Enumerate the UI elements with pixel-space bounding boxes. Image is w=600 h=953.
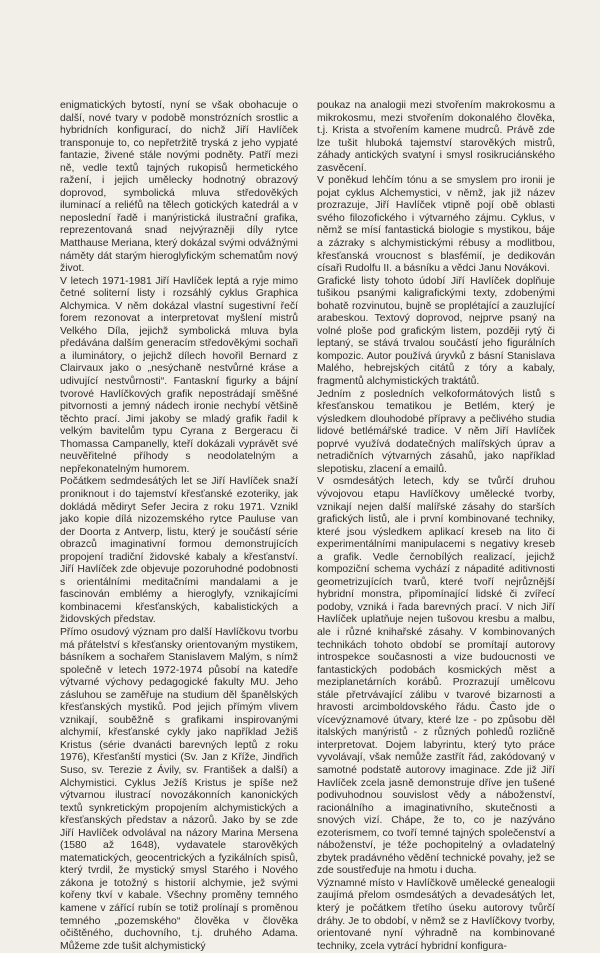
paragraph: Grafické listy tohoto údobí Jiří Havlíček doplňuje tušikou psanými kaligrafickými texty, zdobenými bohatě rozvinutou, bujně se proplétající a zauzlující arabeskou. Textový doprovod, nejprve psaný na volné ploše pod grafickým listem, později rytý či leptaný, se stává trvalou součástí jeho figurálních kompozic. Autor používá úryvků z básní Stanislava Malého, hebrejských citátů z tóry a kabaly, fragmentů alchymistických traktátů.	[317, 275, 555, 388]
paragraph: Přímo osudový význam pro další Havlíčkovu tvorbu má přátelství s křesťansky orientovaným mystikem, básníkem a sochařem Stanislavem Malým, s nímž společně v letech 1972-1974 působí na katedře výtvarné výchovy pedagogické fakulty MU. Jeho zásluhou se zaměřuje na studium děl španělských křesťanských mystiků. Pod jejich přímým vlivem vznikají, souběžně s grafikami inspirovanými alchymií, křesťanské cykly jako například Ježiš Kristus (série dvanácti barevných leptů z roku 1976), Křesťanští mystici (Sv. Jan z Kříže, Jindřich Suso, sv. Terezie z Ávily, sv. František a další) a Alchymistici. Cyklus Ježíš Kristus je spíše než výtvarnou ilustrací novozákonních kanonických textů synkretickým propojením alchymistických a křesťanských představ a názorů. Jako by se zde Jiří Havlíček odvolával na názory Marina Mersena (1580 až 1648), vydavatele starověkých matematických, geocentrických a fyzikálních spisů, který tvrdil, že mystický smysl Starého i Nového zákona je totožný s historií alchymie, jež svými kořeny tkví v kabale. Všechny proměny temného kamene v zářící rubín se totiž prolínají s proměnou temného „pozemského“ člověka v člověka očištěného, duchovního, t.j. druhého Adama. Můžeme zde tušit alchymistický	[60, 626, 298, 952]
text-column-left	[60, 100, 298, 953]
paragraph: V osmdesátých letech, kdy se tvůrčí druhou vývojovou etapu Havlíčkovy umělecké tvorby, vznikají nejen další malířské zásahy do starších grafických listů, ale i první kombinované techniky, které jsou výsledkem aplikací kreseb na lito či experimentálními manipulacemi s negativy kreseb a grafik. Vedle černobílých realizací, jejichž kompoziční schema vychází z nápadité aditivnosti geometrizujících tvarů, které tvoří nejrůznější hybridní monstra, připomínající lidské či zvířecí podoby, vzniká i řada barevných prací. V nich Jiří Havlíček uplatňuje nejen tušovou kresbu a malbu, ale i různé knihařské zásahy. V kombinovaných technikách tohoto období se promítají autorovy introspekce současnosti a vize budoucnosti ve fantastických podobách kosmických měst a meziplanetárních korábů. Prozrazují umělcovu stále přetrvávající zálibu v tvarové bizarnosti a hravosti arcimboldovského řádu. Často jde o vícevýznamové útvary, které lze - po způsobu děl italských manýristů - z různých pohledů rozličně interpretovat. Dojem labyrintu, který tyto práce vyvolávají, však nemůže zastřít řád, zakódovaný v samotné podstatě autorovy imaginace. Zde již Jiří Havlíček zcela jasně demonstruje dříve jen tušené podivuhodnou souvislost vědy a náboženství, racionálního a imaginativního, skutečnosti a snových vizí. Chápe, že to, co je nazýváno ezoterismem, co tvoří temné tajných společenství a náboženství, je téže pochopitelný a ovladatelný zbytek pradávného vědění technické povahy, jež se zde soustřeďuje na hmotu i ducha.	[317, 476, 555, 877]
paragraph: enigmatických bytostí, nyní se však obohacuje o další, nové tvary v podobě monstrózních srostlic a hybridních konfigurací, do nichž Jiří Havlíček transponuje to, co nepřetržitě tryská z jeho vypjaté fantazie, živené stále novými podněty. Patří mezi ně, vedle textů tajných rukopisů hermetického ražení, i jejich umělecky hodnotný obrazový doprovod, symbolická mluva středověkých iluminací a reliéfů na tělech gotických katedrál a v neposlední řadě i manýristická ilustrační grafika, reprezentovaná snad nejvýrazněji díly rytce Matthause Meriana, který dokázal svými odvážnými náměty dát starým hieroglyfickým schematům nový život.	[60, 100, 298, 275]
paragraph: V letech 1971-1981 Jiří Havlíček leptá a ryje mimo četné soliterní listy i rozsáhlý cyklus Graphica Alchymica. V něm dokázal vlastní sugestivní řečí forem rezonovat a interpretovat myšlení mistrů Velkého Díla, jejichž symbolická mluva byla předávána dalším generacím středověkými sochaři a iluminátory, o jejichž dílech hovořil Bernard z Clairvaux jako o „nesýchaně nestvůrné kráse a udivující nestvůrnosti“. Fantaskní figurky a bájní tvorové Havlíčkových grafik nepostrádají směšné pitvornosti a jemný nádech ironie nechybí většině těchto prací. Jimi jakoby se mladý grafik řadil k velkým bavitelům typu Cyrana z Bergeracu či Thomassa Campanelly, kteří dokázali vyprávět své neuvěřitelné příhody s neodolatelným a nepřekonatelným humorem.	[60, 275, 298, 475]
paragraph: poukaz na analogii mezi stvořením makrokosmu a mikrokosmu, mezi stvořením dokonalého člověka, t.j. Krista a stvořením kamene mudrců. Právě zde lze tušit hluboká tajemství starověkých mistrů, záhady antických svatyní i smysl rosikruciánského zasvěcení.	[317, 100, 555, 174]
paragraph: Jedním z posledních velkoformátových listů s křesťanskou tematikou je Betlém, který je výsledkem dlouhodobé přípravy a pečlivého studia lidové betlémářské tradice. V něm Jiří Havlíček poprvé využívá dodatečných malířských úprav a netradičních výtvarných zásahů, jako například slepotisku, zlacení a emailů.	[317, 388, 555, 475]
paragraph: Významné místo v Havlíčkově umělecké genealogii zaujímá přelom osmdesátých a devadesátých let, který je počátkem třetího úseku autorovy tvůrčí dráhy. Je to období, v němž se z Havlíčkovy tvorby, orientované nyní výhradně na kombinované techniky, zcela vytrácí hybridní konfigura-	[317, 877, 555, 952]
text-column-right	[317, 100, 555, 953]
paragraph: Počátkem sedmdesátých let se Jiří Havlíček snaží proniknout i do tajemství křesťanské ezoteriky, jak dokládá mědiryt Sefer Jecira z roku 1971. Vznikl jako kopie dílá nizozemského rytce Pauluse van der Doorta z Antverp, listu, který je součástí série obrazců imaginativní formou demonstrujících propojení tradiční židovské kabaly a křesťanství. Jiří Havlíček zde objevuje pozoruhodné podobnosti s orientálními meditačními mandalami a je fascinován emblémy a hieroglyfy, vznikajícími kombinacemi křesťanských, kabalistických a židovských představ.	[60, 476, 298, 626]
paragraph: V poněkud lehčím tónu a se smyslem pro ironii je pojat cyklus Alchemystici, v němž, jak již název prozrazuje, Jiří Havlíček vtipně pojí obě oblasti svého filozofického i výtvarného zájmu. Cyklus, v němž se mísí fantastická biologie s mystikou, báje a zázraky s alchymistickými rébusy a modlitbou, křesťanská vroucnost s blasfémií, je dedikován císaři Rudolfu II. a básníku a vědci Janu Novákovi.	[317, 175, 555, 275]
